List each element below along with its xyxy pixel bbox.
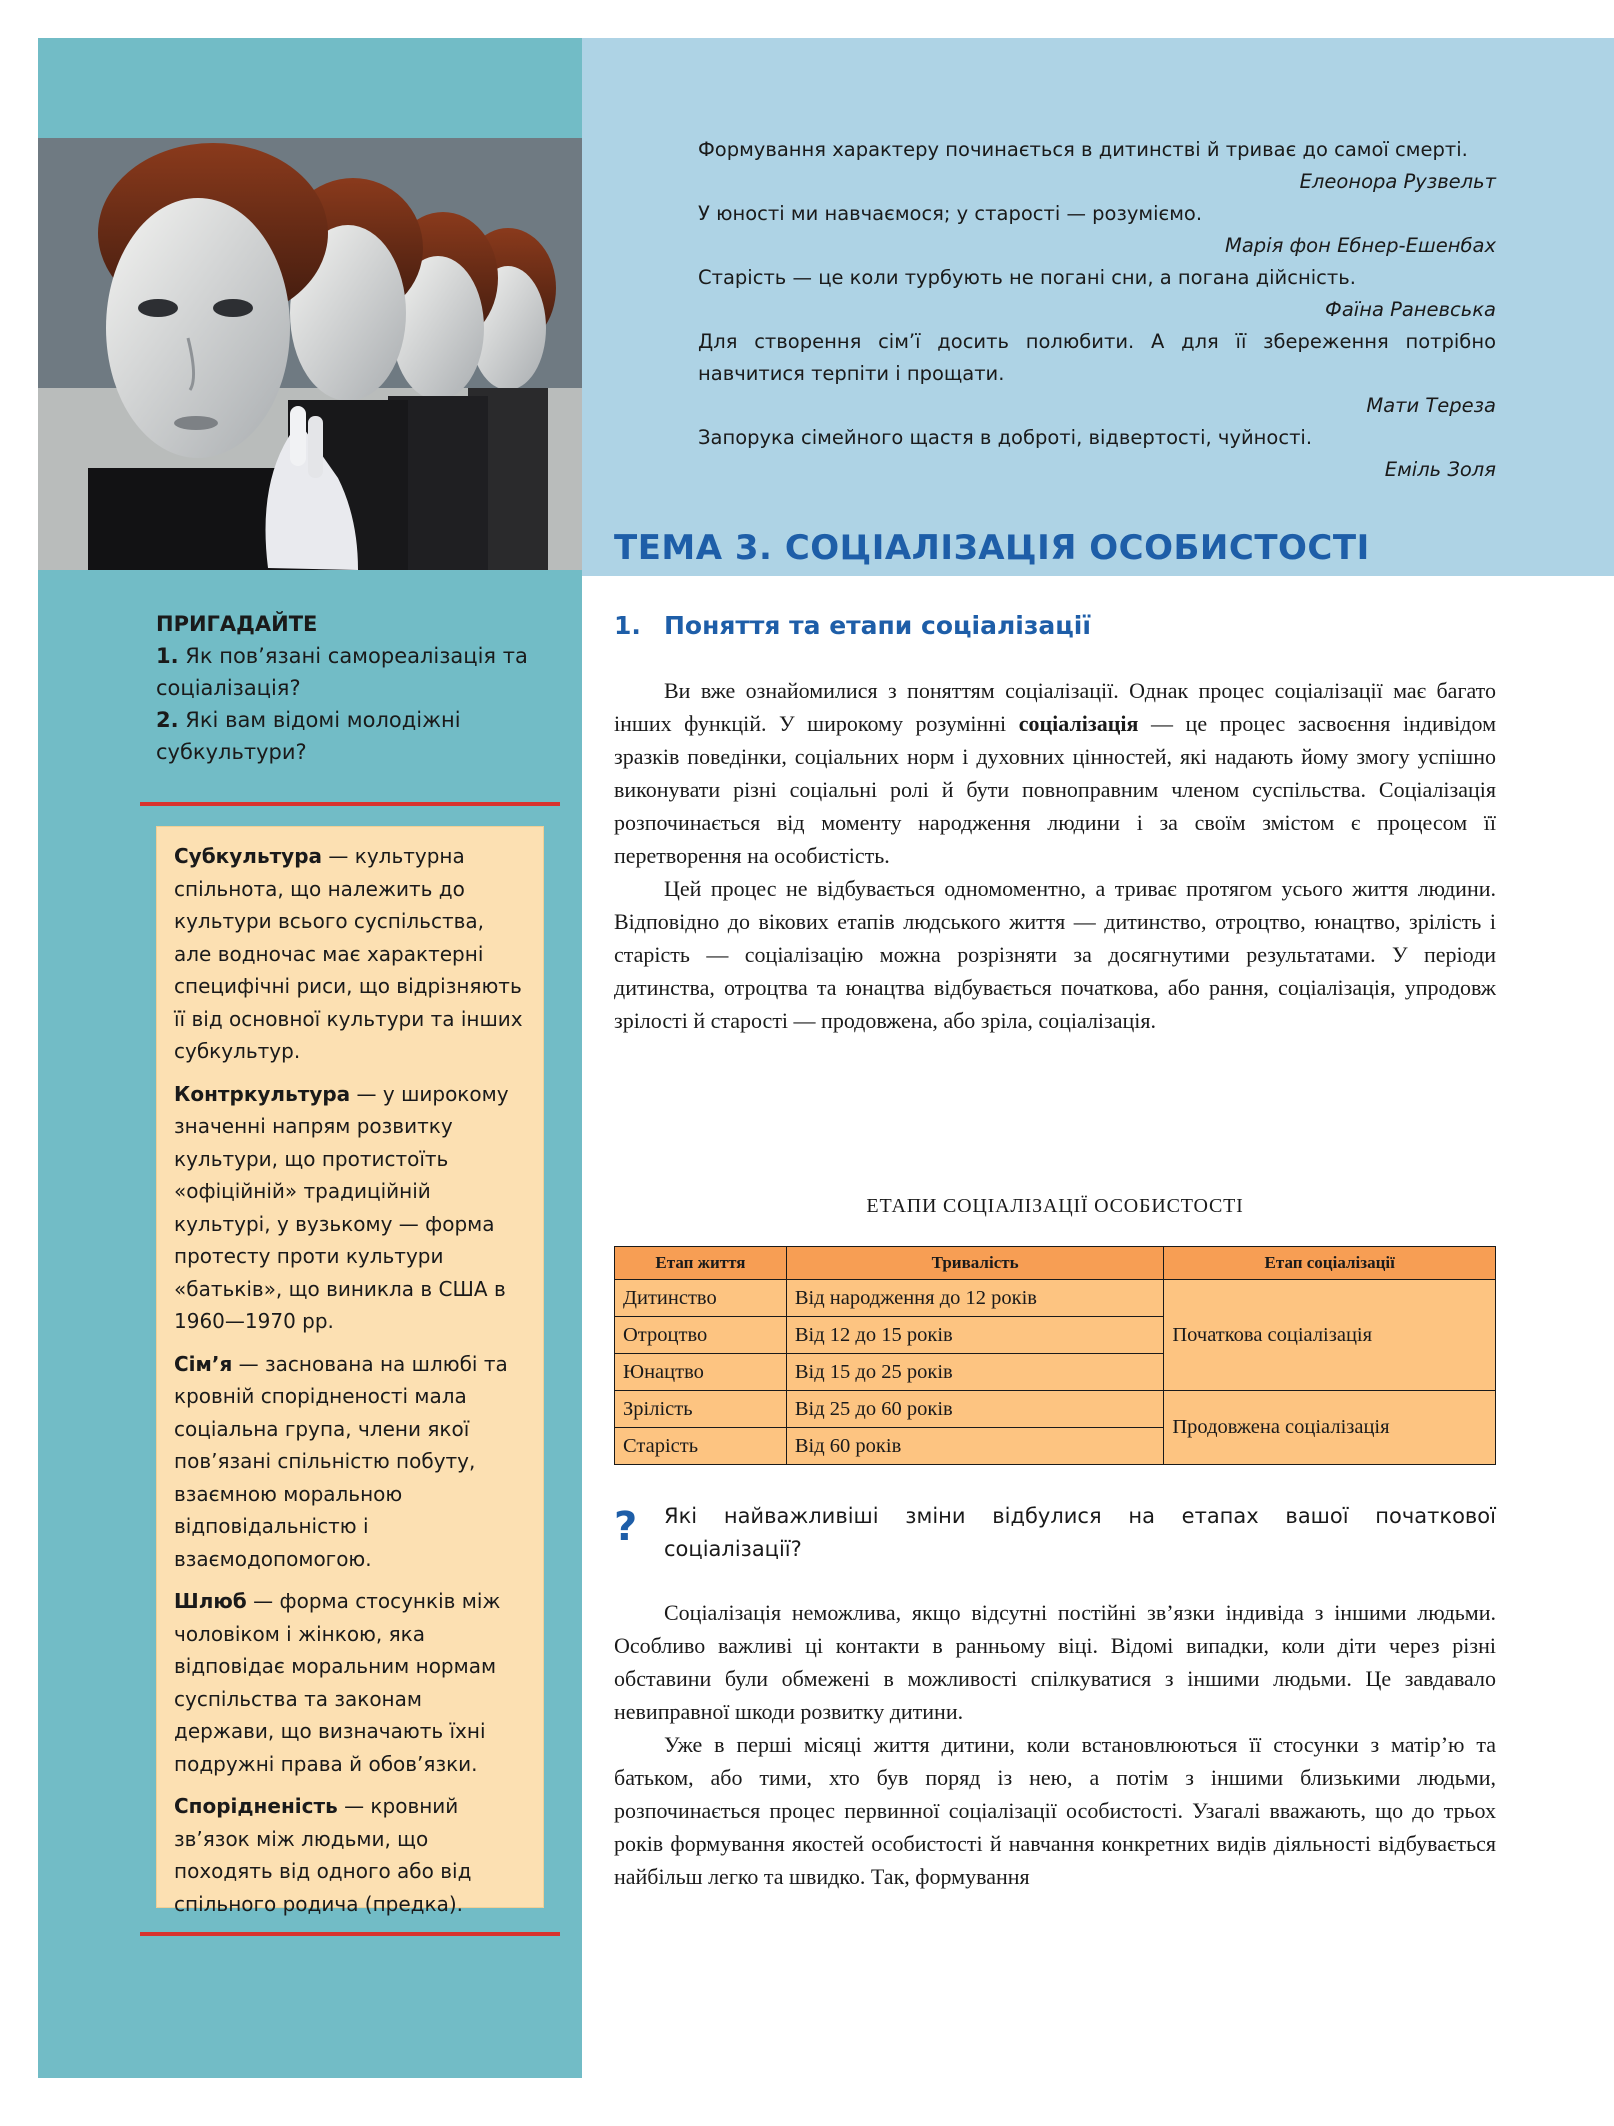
quote-author: Елеонора Рузвельт — [1299, 170, 1496, 193]
table-header: Етап соціалізації — [1164, 1247, 1496, 1280]
topic-title: ТЕМА 3. СОЦІАЛІЗАЦІЯ ОСОБИСТОСТІ — [614, 528, 1370, 568]
divider-line — [140, 802, 560, 806]
glossary-term: Субкультура — [174, 844, 323, 868]
glossary-term: Сім’я — [174, 1351, 233, 1376]
quote-text: Формування характеру починається в дитинстві й триває до самої смерті. — [698, 138, 1468, 161]
recall-item: 1. Як пов’язані самореалізація та соціалізація? — [156, 644, 528, 700]
glossary-term: Шлюб — [174, 1589, 247, 1613]
socialization-group: Початкова соціалізація — [1164, 1280, 1496, 1391]
key-term: соціалізація — [1018, 711, 1139, 736]
quote-text: У юності ми навчаємося; у старості — розуміємо. — [698, 202, 1203, 225]
table-title: ЕТАПИ СОЦІАЛІЗАЦІЇ ОСОБИСТОСТІ — [866, 1195, 1244, 1217]
quote-text: Для створення сім’ї досить полюбити. А для її збереження потрібно навчитися терпіти і прощати. — [698, 330, 1496, 385]
socialization-group: Продовжена соціалізація — [1164, 1391, 1496, 1465]
table-row: Юнацтво Від 15 до 25 років — [615, 1354, 1496, 1391]
stages-table — [614, 1246, 1496, 1465]
quote-author: Марія фон Ебнер-Ешенбах — [1225, 234, 1496, 257]
quote-text: Старість — це коли турбують не погані сни, а погана дійсність. — [698, 266, 1356, 289]
question-mark-icon: ? — [614, 1504, 638, 1550]
table-header: Тривалість — [786, 1247, 1164, 1280]
table-row: Старість Від 60 років — [615, 1428, 1496, 1465]
table-row: Отроцтво Від 12 до 15 років — [615, 1317, 1496, 1354]
table-header: Етап життя — [615, 1247, 787, 1280]
question-text: Які найважливіші зміни відбулися на етапах вашої початкової соціалізації? — [664, 1504, 1496, 1561]
quote-author: Еміль Золя — [1384, 458, 1496, 481]
glossary-term: Контркультура — [174, 1081, 351, 1106]
table-row: Дитинство Від народження до 12 років Початкова соціалізація — [615, 1280, 1496, 1317]
quote-text: Запорука сімейного щастя в доброті, відвертості, чуйності. — [698, 426, 1313, 449]
recall-item: 2. Які вам відомі молодіжні субкультури? — [156, 708, 461, 764]
body-text-top — [614, 674, 1496, 1037]
paragraph: Уже в перші місяці життя дитини, коли встановлюються її стосунки з матір’ю та батьком, або тими, хто був поряд із нею, а потім з іншими близькими людьми, розпочинається процес первинної соціалізації особистості. Узагалі вважають, що до трьох років формування якостей особистості й навчання конкретних видів діяльності відбувається найбільш легко та швидко. Так, формування — [614, 1732, 1496, 1889]
recall-box — [156, 608, 552, 768]
table-row: Зрілість Від 25 до 60 років Продовжена соціалізація — [615, 1391, 1496, 1428]
glossary-entry: Сім’я — заснована на шлюбі та кровній спорідненості мала соціальна група, члени якої пов’язані спільністю побуту, взаємною моральною відповідальністю і взаємодопомогою. — [174, 1351, 508, 1571]
paragraph: Соціалізація неможлива, якщо відсутні постійні зв’язки індивіда з іншими людьми. Особливо важливі ці контакти в ранньому віці. Відомі випадки, коли діти через різні обставини були обмежені в можливості спілкуватися з іншими людьми. Це завдавало невиправної шкоди розвитку дитини. — [614, 1600, 1496, 1724]
section-heading: 1. Поняття та етапи соціалізації — [614, 611, 1091, 640]
masks-illustration — [38, 138, 582, 570]
glossary-entry: Шлюб — форма стосунків між чоловіком і жінкою, яка відповідає моральним нормам суспільства та законам держави, що визначають їхні подружні права й обов’язки. — [174, 1589, 501, 1776]
glossary-term: Спорідненість — [174, 1794, 338, 1818]
recall-heading: ПРИГАДАЙТЕ — [156, 612, 318, 636]
glossary-entry: Субкультура — культурна спільнота, що належить до культури всього суспільства, але водночас має характерні специфічні риси, що відрізняють її від основної культури та інших субкультур. — [174, 844, 523, 1063]
epigraph-quotes — [698, 134, 1496, 486]
glossary-entry: Контркультура — у широкому значенні напрям розвитку культури, що протистоїть «офіційній» традиційній культурі, у вузькому — форма протесту проти культури «батьків», що виникла в США в 1960—1970 рр. — [174, 1081, 509, 1333]
divider-line — [140, 1932, 560, 1936]
glossary-entry: Спорідненість — кровний зв’язок між людьми, що походять від одного або від спільного родича (предка). — [174, 1794, 472, 1916]
masks-photo — [38, 138, 582, 570]
paragraph: Ви вже ознайомилися з поняттям соціалізації. Однак процес соціалізації має багато інших функцій. У широкому розумінні соціалізація — це процес засвоєння індивідом зразків поведінки, соціальних норм і духовних цінностей, які надають йому змогу успішно виконувати різні соціальні ролі й бути повноправним членом суспільства. Соціалізація розпочинається від моменту народження людини і за своїм змістом є процесом її перетворення на особистість. — [614, 678, 1496, 868]
body-text-bottom — [614, 1596, 1496, 1893]
quote-author: Мати Тереза — [1366, 394, 1496, 417]
quote-author: Фаїна Раневська — [1325, 298, 1496, 321]
glossary-box — [156, 826, 544, 1916]
paragraph: Цей процес не відбувається одномоментно, а триває протягом усього життя людини. Відповідно до вікових етапів людського життя — дитинство, отроцтво, юнацтво, зрілість і старість — соціалізацію можна розрізняти за досягнутими результатами. У періоди дитинства, отроцтва та юнацтва відбувається початкова, або рання, соціалізація, упродовж зрілості й старості — продовжена, або зріла, соціалізація. — [614, 876, 1496, 1033]
